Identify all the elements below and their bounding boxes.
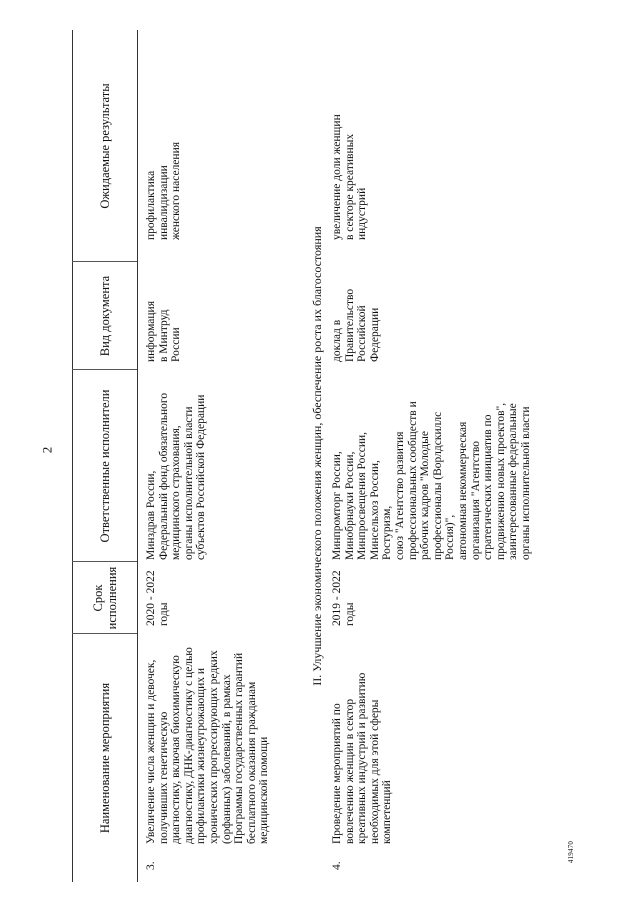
- document-code: 419470: [567, 840, 576, 864]
- page-number: 2: [39, 446, 55, 454]
- section-title: II. Улучшение экономического положения женщин, обеспечение роста их благосостояния: [310, 226, 324, 686]
- header-executors: Ответственные исполнители: [97, 389, 112, 543]
- executors: Минздрав России, Федеральный фонд обязательного медицинского страхования, органы исполнительной власти субъектов Российской Федерации: [145, 392, 208, 560]
- header-bottom-border: [137, 30, 138, 882]
- measures-table: [72, 30, 576, 882]
- header-doc-type: Вид документа: [97, 275, 112, 357]
- document-type: доклад в Правительство Российской Федерации: [331, 288, 381, 362]
- header-term: Срок исполнения: [90, 566, 119, 630]
- term: 2020 - 2022 годы: [145, 570, 170, 626]
- expected-result: профилактика инвалидизации женского населения: [145, 141, 183, 240]
- row-number: 3.: [145, 861, 157, 870]
- measure-name: Проведение мероприятий по вовлечению женщин в сектор креативных индустрий и развитию необходимых для этой сферы компетенций: [331, 672, 394, 844]
- measure-name: Увеличение числа женщин и девочек, получивших генетическую диагностику, включая биохимическую диагностику, ДНК-диагностику с целью профилактики жизнеугрожающих и хронических прогрессирующих редких (орфанных) заболеваний, в рамках Программы государственных гарантий бесплатного оказания гражданам медицинской помощи: [145, 647, 271, 844]
- term: 2019 - 2022 годы: [331, 570, 356, 626]
- header-name: Наименование мероприятия: [97, 682, 112, 834]
- expected-result: увеличение доли женщин в секторе креативных индустрий: [331, 114, 369, 240]
- document-type: информация в Минтруд России: [145, 301, 183, 362]
- executors: Минпромторг России, Минобрнауки России, Минпросвещения России, Минсельхоз России, Ростуризм, союз "Агентство развития профессиональных сообществ и рабочих кадров "Молодые профессионалы (Ворлдскиллс Россия)", автономная некоммерческая организация "Агентство стратегических инициатив по продвижению новых проектов", заинтересованные федеральные органы исполнительной власти: [331, 401, 532, 560]
- row-number: 4.: [331, 861, 343, 870]
- header-results: Ожидаемые результаты: [97, 83, 112, 209]
- rotated-table-page: [72, 30, 576, 882]
